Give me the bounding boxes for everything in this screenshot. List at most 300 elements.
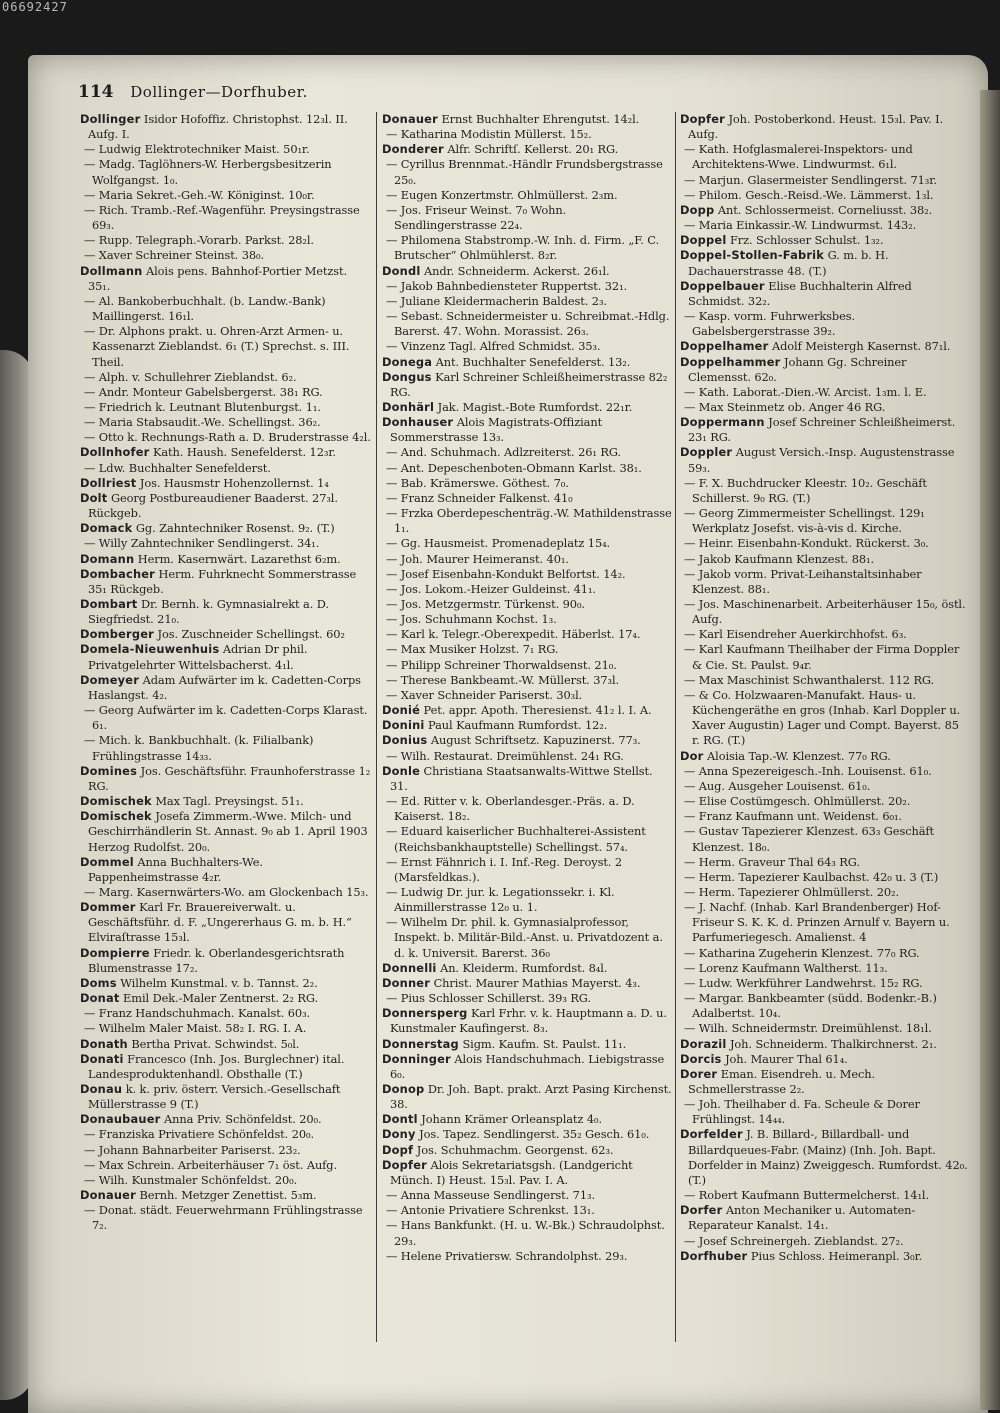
directory-entry bbox=[680, 309, 968, 339]
directory-entry bbox=[382, 339, 672, 354]
directory-entry bbox=[80, 946, 372, 976]
entry-text: Herm. Fuhrknecht Sommerstrasse 35₁ Rückgeb. bbox=[88, 566, 357, 596]
directory-entry bbox=[382, 855, 672, 885]
entry-text: — Madg. Taglöhners-W. Herbergsbesitzerin Wolfgangst. 1₀. bbox=[84, 157, 332, 187]
entry-text: — F. X. Buchdrucker Kleestr. 10₂. Geschäft Schillerst. 9₀ RG. (T.) bbox=[684, 475, 927, 505]
directory-entry bbox=[680, 673, 968, 688]
directory-entry bbox=[680, 476, 968, 506]
directory-entry bbox=[382, 764, 672, 794]
entry-surname: Donega bbox=[382, 354, 433, 369]
directory-entry bbox=[680, 1037, 968, 1052]
directory-entry bbox=[80, 597, 372, 627]
entry-text: — Anna Spezereigesch.-Inh. Louisenst. 61₀. bbox=[684, 763, 932, 778]
directory-entry bbox=[80, 536, 372, 551]
directory-entry bbox=[382, 688, 672, 703]
entry-text: Christiana Staatsanwalts-Wittwe Stellst. 31. bbox=[390, 763, 653, 793]
directory-entry bbox=[680, 415, 968, 445]
entry-text: — Wilhelm Maler Maist. 58₂ I. RG. I. A. bbox=[84, 1021, 307, 1036]
column-rule bbox=[675, 112, 676, 1342]
directory-entry bbox=[80, 794, 372, 809]
entry-text: — Pius Schlosser Schillerst. 39₃ RG. bbox=[386, 991, 591, 1006]
scan-id: 06692427 bbox=[2, 0, 68, 14]
directory-entry bbox=[382, 264, 672, 279]
directory-entry bbox=[80, 1112, 372, 1127]
entry-text: — Josef Schreinergeh. Zieblandst. 27₂. bbox=[684, 1233, 904, 1248]
entry-surname: Donaubauer bbox=[80, 1112, 161, 1127]
directory-entry bbox=[382, 142, 672, 157]
directory-entry bbox=[680, 809, 968, 824]
entry-text: Jos. Schuhmachm. Georgenst. 62₃. bbox=[413, 1142, 614, 1157]
directory-entry bbox=[80, 400, 372, 415]
entry-text: — Therese Bankbeamt.-W. Müllerst. 37₃l. bbox=[386, 672, 620, 687]
entry-text: — Max Steinmetz ob. Anger 46 RG. bbox=[684, 399, 886, 414]
entry-text: Herm. Kasernwärt. Lazarethst 6₂m. bbox=[134, 551, 341, 566]
directory-entry bbox=[680, 1249, 968, 1264]
directory-entry bbox=[80, 264, 372, 294]
entry-text: — Georg Zimmermeister Schellingst. 129₁ Werkplatz Josefst. vis-à-vis d. Kirche. bbox=[684, 506, 925, 536]
directory-entry bbox=[382, 703, 672, 718]
entry-surname: Dopfer bbox=[680, 112, 725, 126]
entry-text: — Marg. Kasernwärters-Wo. am Glockenbach 15₃. bbox=[84, 884, 369, 899]
entry-surname: Donini bbox=[382, 718, 425, 733]
entry-text: — Hans Bankfunkt. (H. u. W.-Bk.) Schraudolphst. 29₃. bbox=[386, 1218, 665, 1248]
entry-text: — Karl Kaufmann Theilhaber der Firma Doppler & Cie. St. Paulst. 9₄r. bbox=[684, 642, 960, 672]
entry-surname: Dopf bbox=[382, 1142, 414, 1157]
entry-text: Adolf Meistergh Kasernst. 87₁l. bbox=[768, 339, 951, 354]
directory-entry bbox=[680, 1188, 968, 1203]
entry-text: — Kasp. vorm. Fuhrwerksbes. Gabelsbergerstrasse 39₂. bbox=[684, 309, 855, 339]
entry-text: — Wilh. Schneidermstr. Dreimühlenst. 18₁l. bbox=[684, 1021, 932, 1036]
directory-entry bbox=[680, 597, 968, 627]
entry-text: — Donat. städt. Feuerwehrmann Frühlingstrasse 7₂. bbox=[84, 1203, 363, 1233]
directory-entry bbox=[80, 764, 372, 794]
entry-text: — Georg Aufwärter im k. Cadetten-Corps Klarast. 6₁. bbox=[84, 703, 368, 733]
directory-entry bbox=[80, 627, 372, 642]
entry-text: Elise Buchhalterin Alfred Schmidst. 32₂. bbox=[688, 278, 912, 308]
entry-text: — Maria Sekret.-Geh.-W. Königinst. 10₀r. bbox=[84, 187, 315, 202]
directory-entry bbox=[680, 567, 968, 597]
entry-text: — Joh. Maurer Heimeranst. 40₁. bbox=[386, 551, 569, 566]
directory-entry bbox=[382, 1037, 672, 1052]
entry-text: Anna Buchhalters-We. Pappenheimstrasse 4₂r. bbox=[88, 854, 263, 884]
entry-text: — And. Schuhmach. Adlzreiterst. 26₁ RG. bbox=[386, 445, 621, 460]
entry-text: — Herm. Tapezierer Ohlmüllerst. 20₂. bbox=[684, 884, 900, 899]
directory-entry bbox=[80, 370, 372, 385]
entry-surname: Dolt bbox=[80, 490, 108, 505]
directory-entry bbox=[80, 521, 372, 536]
entry-surname: Doppelhammer bbox=[680, 354, 781, 369]
directory-entry bbox=[80, 1021, 372, 1036]
directory-entry bbox=[382, 1188, 672, 1203]
entry-surname: Dony bbox=[382, 1127, 416, 1142]
entry-surname: Dorfer bbox=[680, 1203, 723, 1218]
directory-entry bbox=[680, 961, 968, 976]
entry-text: Andr. Schneiderm. Ackerst. 26₁l. bbox=[420, 263, 610, 278]
entry-surname: Domela-Nieuwenhuis bbox=[80, 642, 220, 657]
entry-surname: Domeyer bbox=[80, 672, 140, 687]
entry-text: — Jos. Friseur Weinst. 7₀ Wohn. Sendlingerstrasse 22₄. bbox=[386, 202, 567, 233]
entry-text: Bertha Privat. Schwindst. 5₀l. bbox=[127, 1036, 300, 1051]
directory-entry bbox=[80, 1188, 372, 1203]
directory-entry bbox=[80, 1082, 372, 1112]
entry-text: — Herm. Tapezierer Kaulbachst. 42₀ u. 3 (T.) bbox=[684, 869, 939, 884]
entry-text: — Karl k. Telegr.-Oberexpedit. Häberlst. 17₄. bbox=[386, 627, 641, 642]
entry-text: J. B. Billard-, Billardball- und Billardqueues-Fabr. (Mainz) (Inh. Joh. Bapt. Dorfelder in Mainz) Zweiggesch. Rumfordst. 42₀. (T.) bbox=[688, 1127, 968, 1187]
directory-entry bbox=[80, 885, 372, 900]
entry-text: Eman. Eisendreh. u. Mech. Schmellerstrasse 2₂. bbox=[688, 1066, 876, 1096]
directory-entry bbox=[680, 1234, 968, 1249]
directory-entry bbox=[382, 658, 672, 673]
directory-entry bbox=[80, 567, 372, 597]
directory-entry bbox=[680, 946, 968, 961]
directory-entry bbox=[382, 718, 672, 733]
entry-surname: Doppelhamer bbox=[680, 339, 769, 354]
entry-surname: Donnerstag bbox=[382, 1036, 459, 1051]
entry-text: — Wilh. Restaurat. Dreimühlenst. 24₁ RG. bbox=[386, 748, 624, 763]
entry-surname: Dommel bbox=[80, 854, 134, 869]
directory-entry bbox=[80, 430, 372, 445]
entry-text: — Kath. Laborat.-Dien.-W. Arcist. 1₃m. l. E. bbox=[684, 384, 927, 399]
entry-text: — Jos. Metzgermstr. Türkenst. 90₀. bbox=[386, 597, 585, 611]
entry-text: — Ernst Fähnrich i. I. Inf.-Reg. Deroyst. 2 (Marsfeldkas.). bbox=[386, 854, 622, 884]
entry-text: — Jos. Maschinenarbeit. Arbeiterhäuser 15₀, östl. Aufg. bbox=[684, 597, 966, 627]
entry-text: — Max Musiker Holzst. 7₁ RG. bbox=[386, 642, 559, 657]
page-number: 114 bbox=[78, 82, 114, 102]
entry-text: — Gustav Tapezierer Klenzest. 63₃ Geschäft Klenzest. 18₀. bbox=[684, 824, 934, 854]
directory-entry bbox=[680, 173, 968, 188]
directory-entry bbox=[680, 749, 968, 764]
directory-entry bbox=[382, 567, 672, 582]
entry-text: Max Tagl. Preysingst. 51₁. bbox=[151, 794, 304, 809]
directory-entry bbox=[680, 339, 968, 354]
directory-entry bbox=[680, 900, 968, 945]
entry-text: — Joh. Theilhaber d. Fa. Scheule & Dorer Frühlingst. 14₄₄. bbox=[684, 1097, 920, 1127]
entry-surname: Domischek bbox=[80, 809, 152, 824]
entry-surname: Dorfelder bbox=[680, 1127, 743, 1142]
directory-entry bbox=[382, 1218, 672, 1248]
directory-entry bbox=[382, 733, 672, 748]
entry-text: — Marjun. Glasermeister Sendlingerst. 71₃r. bbox=[684, 172, 937, 187]
entry-text: — Elise Costümgesch. Ohlmüllerst. 20₂. bbox=[684, 794, 911, 809]
entry-text: — Vinzenz Tagl. Alfred Schmidst. 35₃. bbox=[386, 339, 601, 354]
entry-text: Josef Schreiner Schleißheimerst. 23₁ RG. bbox=[688, 415, 956, 445]
entry-text: — Ludwig Elektrotechniker Maist. 50₁r. bbox=[84, 142, 310, 157]
entry-text: Aloisia Tap.-W. Klenzest. 77₀ RG. bbox=[703, 748, 891, 763]
directory-entry bbox=[382, 506, 672, 536]
directory-entry bbox=[80, 461, 372, 476]
entry-surname: Doppel-Stollen-Fabrik bbox=[680, 248, 825, 263]
entry-text: Jos. Zuschneider Schellingst. 60₂ bbox=[153, 627, 345, 642]
directory-entry bbox=[680, 385, 968, 400]
entry-text: Joh. Postoberkond. Heust. 15₃l. Pav. I. Aufg. bbox=[688, 112, 944, 142]
entry-text: — Xaver Schreiner Steinst. 38₀. bbox=[84, 248, 264, 263]
entry-text: Joh. Maurer Thal 61₄. bbox=[721, 1051, 848, 1066]
entry-surname: Donderer bbox=[382, 142, 444, 157]
entry-text: Jos. Tapez. Sendlingerst. 35₂ Gesch. 61₀. bbox=[415, 1127, 650, 1142]
entry-surname: Dommer bbox=[80, 900, 136, 915]
entry-text: Paul Kaufmann Rumfordst. 12₂. bbox=[424, 718, 608, 733]
directory-entry bbox=[80, 900, 372, 945]
directory-entry bbox=[382, 673, 672, 688]
directory-entry bbox=[80, 294, 372, 324]
directory-entry bbox=[382, 961, 672, 976]
directory-entry bbox=[680, 279, 968, 309]
entry-text: An. Kleiderm. Rumfordst. 8₄l. bbox=[436, 960, 608, 975]
entry-text: — Kath. Hofglasmalerei-Inspektors- und Architektens-Wwe. Lindwurmst. 6₁l. bbox=[684, 142, 913, 172]
entry-text: Frz. Schlosser Schulst. 1₃₂. bbox=[726, 233, 884, 248]
entry-surname: Donnersperg bbox=[382, 1006, 468, 1021]
directory-entry bbox=[80, 642, 372, 672]
entry-surname: Donié bbox=[382, 703, 421, 718]
entry-text: — Robert Kaufmann Buttermelcherst. 14₁l. bbox=[684, 1188, 929, 1203]
directory-entry bbox=[382, 445, 672, 460]
entry-text: — Eduard kaiserlicher Buchhalterei-Assistent (Reichsbankhauptstelle) Schellingst. 57₄. bbox=[386, 824, 646, 854]
entry-text: Ant. Schlossermeist. Corneliusst. 38₂. bbox=[714, 202, 933, 217]
directory-entry bbox=[382, 203, 672, 233]
entry-text: Francesco (Inh. Jos. Burglechner) ital. Landesproduktenhandl. Obsthalle (T.) bbox=[88, 1051, 345, 1081]
entry-text: — Bab. Krämerswe. Göthest. 7₀. bbox=[386, 475, 569, 490]
entry-surname: Dollinger bbox=[80, 112, 141, 126]
directory-entry bbox=[382, 597, 672, 612]
directory-entry bbox=[80, 991, 372, 1006]
directory-entry bbox=[382, 794, 672, 824]
page-title: Dollinger—Dorfhuber. bbox=[130, 83, 308, 101]
entry-text: — Karl Eisendreher Auerkirchhofst. 6₃. bbox=[684, 627, 907, 642]
directory-entry bbox=[80, 1052, 372, 1082]
entry-text: — Franziska Privatiere Schönfeldst. 20₀. bbox=[84, 1127, 314, 1142]
entry-text: Jos. Geschäftsführ. Fraunhoferstrasse 1₂ RG. bbox=[88, 763, 371, 793]
entry-text: Dr. Bernh. k. Gymnasialrekt a. D. Siegfriedst. 21₀. bbox=[88, 597, 329, 627]
entry-text: — Franz Handschuhmach. Kanalst. 60₃. bbox=[84, 1006, 311, 1021]
directory-entry bbox=[80, 415, 372, 430]
entry-text: — Jos. Lokom.-Heizer Guldeinst. 41₁. bbox=[386, 581, 596, 596]
directory-entry bbox=[80, 855, 372, 885]
entry-text: — Juliane Kleidermacherin Baldest. 2₃. bbox=[386, 293, 607, 308]
directory-entry bbox=[382, 1052, 672, 1082]
entry-text: — Wilh. Kunstmaler Schönfeldst. 20₀. bbox=[84, 1172, 298, 1187]
entry-text: — Willy Zahntechniker Sendlingerst. 34₁. bbox=[84, 536, 320, 551]
directory-entry bbox=[80, 385, 372, 400]
book-spine bbox=[980, 90, 1000, 1410]
directory-entry bbox=[382, 476, 672, 491]
entry-surname: Domann bbox=[80, 551, 135, 566]
directory-entry bbox=[382, 415, 672, 445]
directory-entry bbox=[80, 673, 372, 703]
entry-text: — Andr. Monteur Gabelsbergerst. 38₁ RG. bbox=[84, 384, 323, 399]
entry-surname: Domberger bbox=[80, 627, 154, 642]
directory-entry bbox=[680, 1021, 968, 1036]
entry-surname: Donauer bbox=[80, 1188, 136, 1203]
directory-entry bbox=[680, 824, 968, 854]
entry-text: Johann Gg. Schreiner Clemensst. 62₀. bbox=[688, 354, 907, 384]
directory-entry bbox=[80, 157, 372, 187]
directory-entry bbox=[382, 991, 672, 1006]
directory-entry bbox=[382, 915, 672, 960]
entry-text: — Katharina Zugeherin Klenzest. 77₀ RG. bbox=[684, 945, 920, 960]
entry-surname: Dopfer bbox=[382, 1157, 427, 1172]
entry-surname: Donnelli bbox=[382, 960, 437, 975]
entry-text: G. m. b. H. Dachauerstrasse 48. (T.) bbox=[688, 248, 889, 278]
entry-surname: Donop bbox=[382, 1082, 425, 1096]
directory-column-3 bbox=[680, 112, 968, 1342]
entry-text: Johann Krämer Orleansplatz 4₀. bbox=[417, 1112, 602, 1127]
directory-entry bbox=[680, 552, 968, 567]
directory-entry bbox=[80, 1006, 372, 1021]
directory-entry bbox=[680, 218, 968, 233]
entry-text: — Herm. Graveur Thal 64₃ RG. bbox=[684, 854, 860, 869]
entry-text: — Rupp. Telegraph.-Vorarb. Parkst. 28₂l. bbox=[84, 233, 314, 248]
directory-entry bbox=[680, 1127, 968, 1188]
entry-text: Bernh. Metzger Zenettist. 5₃m. bbox=[135, 1188, 317, 1203]
entry-text: Dr. Joh. Bapt. prakt. Arzt Pasing Kirchenst. 38. bbox=[390, 1082, 672, 1112]
entry-surname: Donauer bbox=[382, 112, 438, 126]
entry-surname: Donati bbox=[80, 1051, 124, 1066]
directory-entry bbox=[382, 188, 672, 203]
column-rule bbox=[376, 112, 377, 1342]
entry-text: — Ldw. Buchhalter Senefelderst. bbox=[84, 460, 271, 475]
directory-entry bbox=[680, 142, 968, 172]
entry-text: — Cyrillus Brennmat.-Händlr Frundsbergstrasse 25₀. bbox=[386, 157, 663, 187]
entry-text: — Xaver Schneider Pariserst. 30₃l. bbox=[386, 687, 583, 702]
entry-text: Karl Frhr. v. k. Hauptmann a. D. u. Kunstmaler Kaufingerst. 8₃. bbox=[390, 1006, 667, 1036]
entry-text: — Ludw. Werkführer Landwehrst. 15₂ RG. bbox=[684, 975, 923, 990]
directory-entry bbox=[382, 309, 672, 339]
entry-text: — Maria Einkassir.-W. Lindwurmst. 143₂. bbox=[684, 218, 917, 233]
entry-text: Wilhelm Kunstmal. v. b. Tannst. 2₂. bbox=[116, 975, 318, 990]
entry-text: — Wilhelm Dr. phil. k. Gymnasialprofessor, Inspekt. b. Militär-Bild.-Anst. u. Privatdozent a. d. k. Universit. Barerst. 36₀ bbox=[386, 915, 663, 960]
directory-entry bbox=[680, 1052, 968, 1067]
entry-surname: Donninger bbox=[382, 1051, 451, 1066]
directory-column-1 bbox=[80, 112, 372, 1342]
entry-surname: Domack bbox=[80, 521, 133, 536]
entry-surname: Dollriest bbox=[80, 475, 137, 490]
directory-entry bbox=[382, 612, 672, 627]
entry-surname: Donau bbox=[80, 1082, 123, 1096]
directory-entry bbox=[80, 703, 372, 733]
directory-entry bbox=[382, 461, 672, 476]
directory-entry bbox=[80, 248, 372, 263]
entry-text: Karl Fr. Brauereiverwalt. u. Geschäftsführ. d. F. „Ungererhaus G. m. b. H.“ Elviraſtrasse 15₃l. bbox=[88, 900, 352, 945]
directory-entry bbox=[680, 355, 968, 385]
entry-text: — Otto k. Rechnungs-Rath a. D. Bruderstrasse 4₂l. bbox=[84, 430, 371, 445]
entry-text: — Philom. Gesch.-Reisd.-We. Lämmerst. 1₃l. bbox=[684, 187, 934, 202]
entry-text: Kath. Haush. Senefelderst. 12₃r. bbox=[149, 445, 336, 460]
directory-entry bbox=[382, 1127, 672, 1142]
directory-entry bbox=[382, 400, 672, 415]
entry-text: — Al. Bankoberbuchhalt. (b. Landw.-Bank) Maillingerst. 16₁l. bbox=[84, 293, 326, 324]
entry-text: Alfr. Schriftſ. Kellerst. 20₁ RG. bbox=[443, 142, 619, 157]
entry-text: Friedr. k. Oberlandesgerichtsrath Blumenstrasse 17₂. bbox=[88, 945, 345, 975]
directory-entry bbox=[382, 885, 672, 915]
directory-entry bbox=[680, 627, 968, 642]
directory-entry bbox=[80, 1203, 372, 1233]
entry-surname: Donner bbox=[382, 975, 431, 990]
directory-entry bbox=[680, 1203, 968, 1233]
entry-surname: Doppel bbox=[680, 233, 727, 248]
entry-surname: Donius bbox=[382, 733, 428, 748]
directory-entry bbox=[680, 203, 968, 218]
directory-entry bbox=[80, 1173, 372, 1188]
entry-text: — Eugen Konzertmstr. Ohlmüllerst. 2₃m. bbox=[386, 187, 618, 202]
entry-text: Anton Mechaniker u. Automaten-Reparateur Kanalst. 14₁. bbox=[688, 1203, 916, 1233]
directory-entry bbox=[680, 855, 968, 870]
entry-text: — Jakob Bahnbediensteter Ruppertst. 32₁. bbox=[386, 278, 628, 293]
entry-text: Anna Priv. Schönfeldst. 20₀. bbox=[160, 1112, 322, 1127]
entry-surname: Dollmann bbox=[80, 263, 143, 278]
directory-entry bbox=[382, 355, 672, 370]
directory-entry bbox=[382, 1203, 672, 1218]
entry-text: — Ant. Depeschenboten-Obmann Karlst. 38₁. bbox=[386, 460, 642, 475]
directory-entry bbox=[382, 1158, 672, 1188]
entry-text: — Aug. Ausgeher Louisenst. 61₀. bbox=[684, 778, 871, 793]
directory-entry bbox=[382, 294, 672, 309]
directory-entry bbox=[382, 976, 672, 991]
entry-text: Alois Handschuhmach. Liebigstrasse 6₀. bbox=[390, 1051, 665, 1081]
directory-entry bbox=[680, 248, 968, 278]
directory-entry bbox=[680, 779, 968, 794]
entry-text: — Mich. k. Bankbuchhalt. (k. Filialbank) Frühlingstrasse 14₃₃. bbox=[84, 733, 314, 763]
entry-surname: Doppelbauer bbox=[680, 278, 765, 293]
directory-entry bbox=[382, 112, 672, 127]
directory-entry bbox=[80, 1143, 372, 1158]
entry-surname: Dopp bbox=[680, 202, 715, 217]
entry-text: — Anna Masseuse Sendlingerst. 71₃. bbox=[386, 1188, 595, 1203]
entry-surname: Doppermann bbox=[680, 415, 765, 430]
entry-text: — Philomena Stabstromp.-W. Inh. d. Firm. „F. C. Brutscher“ Ohlmühlerst. 8₂r. bbox=[386, 233, 660, 263]
entry-surname: Donhärl bbox=[382, 399, 435, 414]
directory-entry bbox=[80, 1037, 372, 1052]
directory-entry bbox=[382, 157, 672, 187]
directory-entry bbox=[680, 445, 968, 475]
entry-text: — Franz Kaufmann unt. Weidenst. 6₀₁. bbox=[684, 809, 902, 824]
entry-text: Pius Schloss. Heimeranpl. 3₀r. bbox=[747, 1248, 923, 1263]
entry-text: Christ. Maurer Mathias Mayerst. 4₃. bbox=[430, 975, 641, 990]
entry-text: Ant. Buchhalter Senefelderst. 13₂. bbox=[432, 354, 631, 369]
directory-entry bbox=[382, 279, 672, 294]
directory-entry bbox=[382, 370, 672, 400]
entry-surname: Donhauser bbox=[382, 415, 454, 430]
directory-entry bbox=[382, 824, 672, 854]
entry-text: Emil Dek.-Maler Zentnerst. 2₂ RG. bbox=[119, 991, 319, 1006]
entry-text: — & Co. Holzwaaren-Manufakt. Haus- u. Küchengeräthe en gros (Inhab. Karl Doppler u. Xaver Augustin) Lager und Compt. Bayerst. 85 r. RG. (T.) bbox=[684, 687, 961, 748]
entry-text: Georg Postbureaudiener Baaderst. 27₃l. Rückgeb. bbox=[88, 490, 338, 521]
directory-entry bbox=[80, 976, 372, 991]
directory-entry bbox=[382, 552, 672, 567]
entry-text: Isidor Hofoffiz. Christophst. 12₃l. II. Aufg. I. bbox=[88, 112, 348, 142]
directory-entry bbox=[80, 324, 372, 369]
entry-surname: Domines bbox=[80, 763, 138, 778]
entry-surname: Dor bbox=[680, 748, 704, 763]
directory-entry bbox=[680, 885, 968, 900]
directory-entry bbox=[382, 627, 672, 642]
directory-entry bbox=[382, 1112, 672, 1127]
entry-text: Joh. Schneiderm. Thalkirchnerst. 2₁. bbox=[726, 1036, 937, 1051]
directory-entry bbox=[680, 536, 968, 551]
directory-entry bbox=[382, 233, 672, 263]
directory-entry bbox=[382, 642, 672, 657]
directory-entry bbox=[680, 764, 968, 779]
entry-text: — Friedrich k. Leutnant Blutenburgst. 1₁. bbox=[84, 399, 321, 414]
directory-entry bbox=[382, 1143, 672, 1158]
entry-text: — Lorenz Kaufmann Waltherst. 11₃. bbox=[684, 960, 888, 975]
entry-surname: Dombart bbox=[80, 597, 138, 611]
entry-surname: Donat bbox=[80, 991, 120, 1006]
entry-surname: Dorazil bbox=[680, 1036, 727, 1051]
directory-entry bbox=[680, 188, 968, 203]
entry-text: Sigm. Kaufm. St. Paulst. 11₁. bbox=[458, 1036, 627, 1051]
entry-surname: Doppler bbox=[680, 445, 733, 460]
directory-entry bbox=[80, 809, 372, 854]
